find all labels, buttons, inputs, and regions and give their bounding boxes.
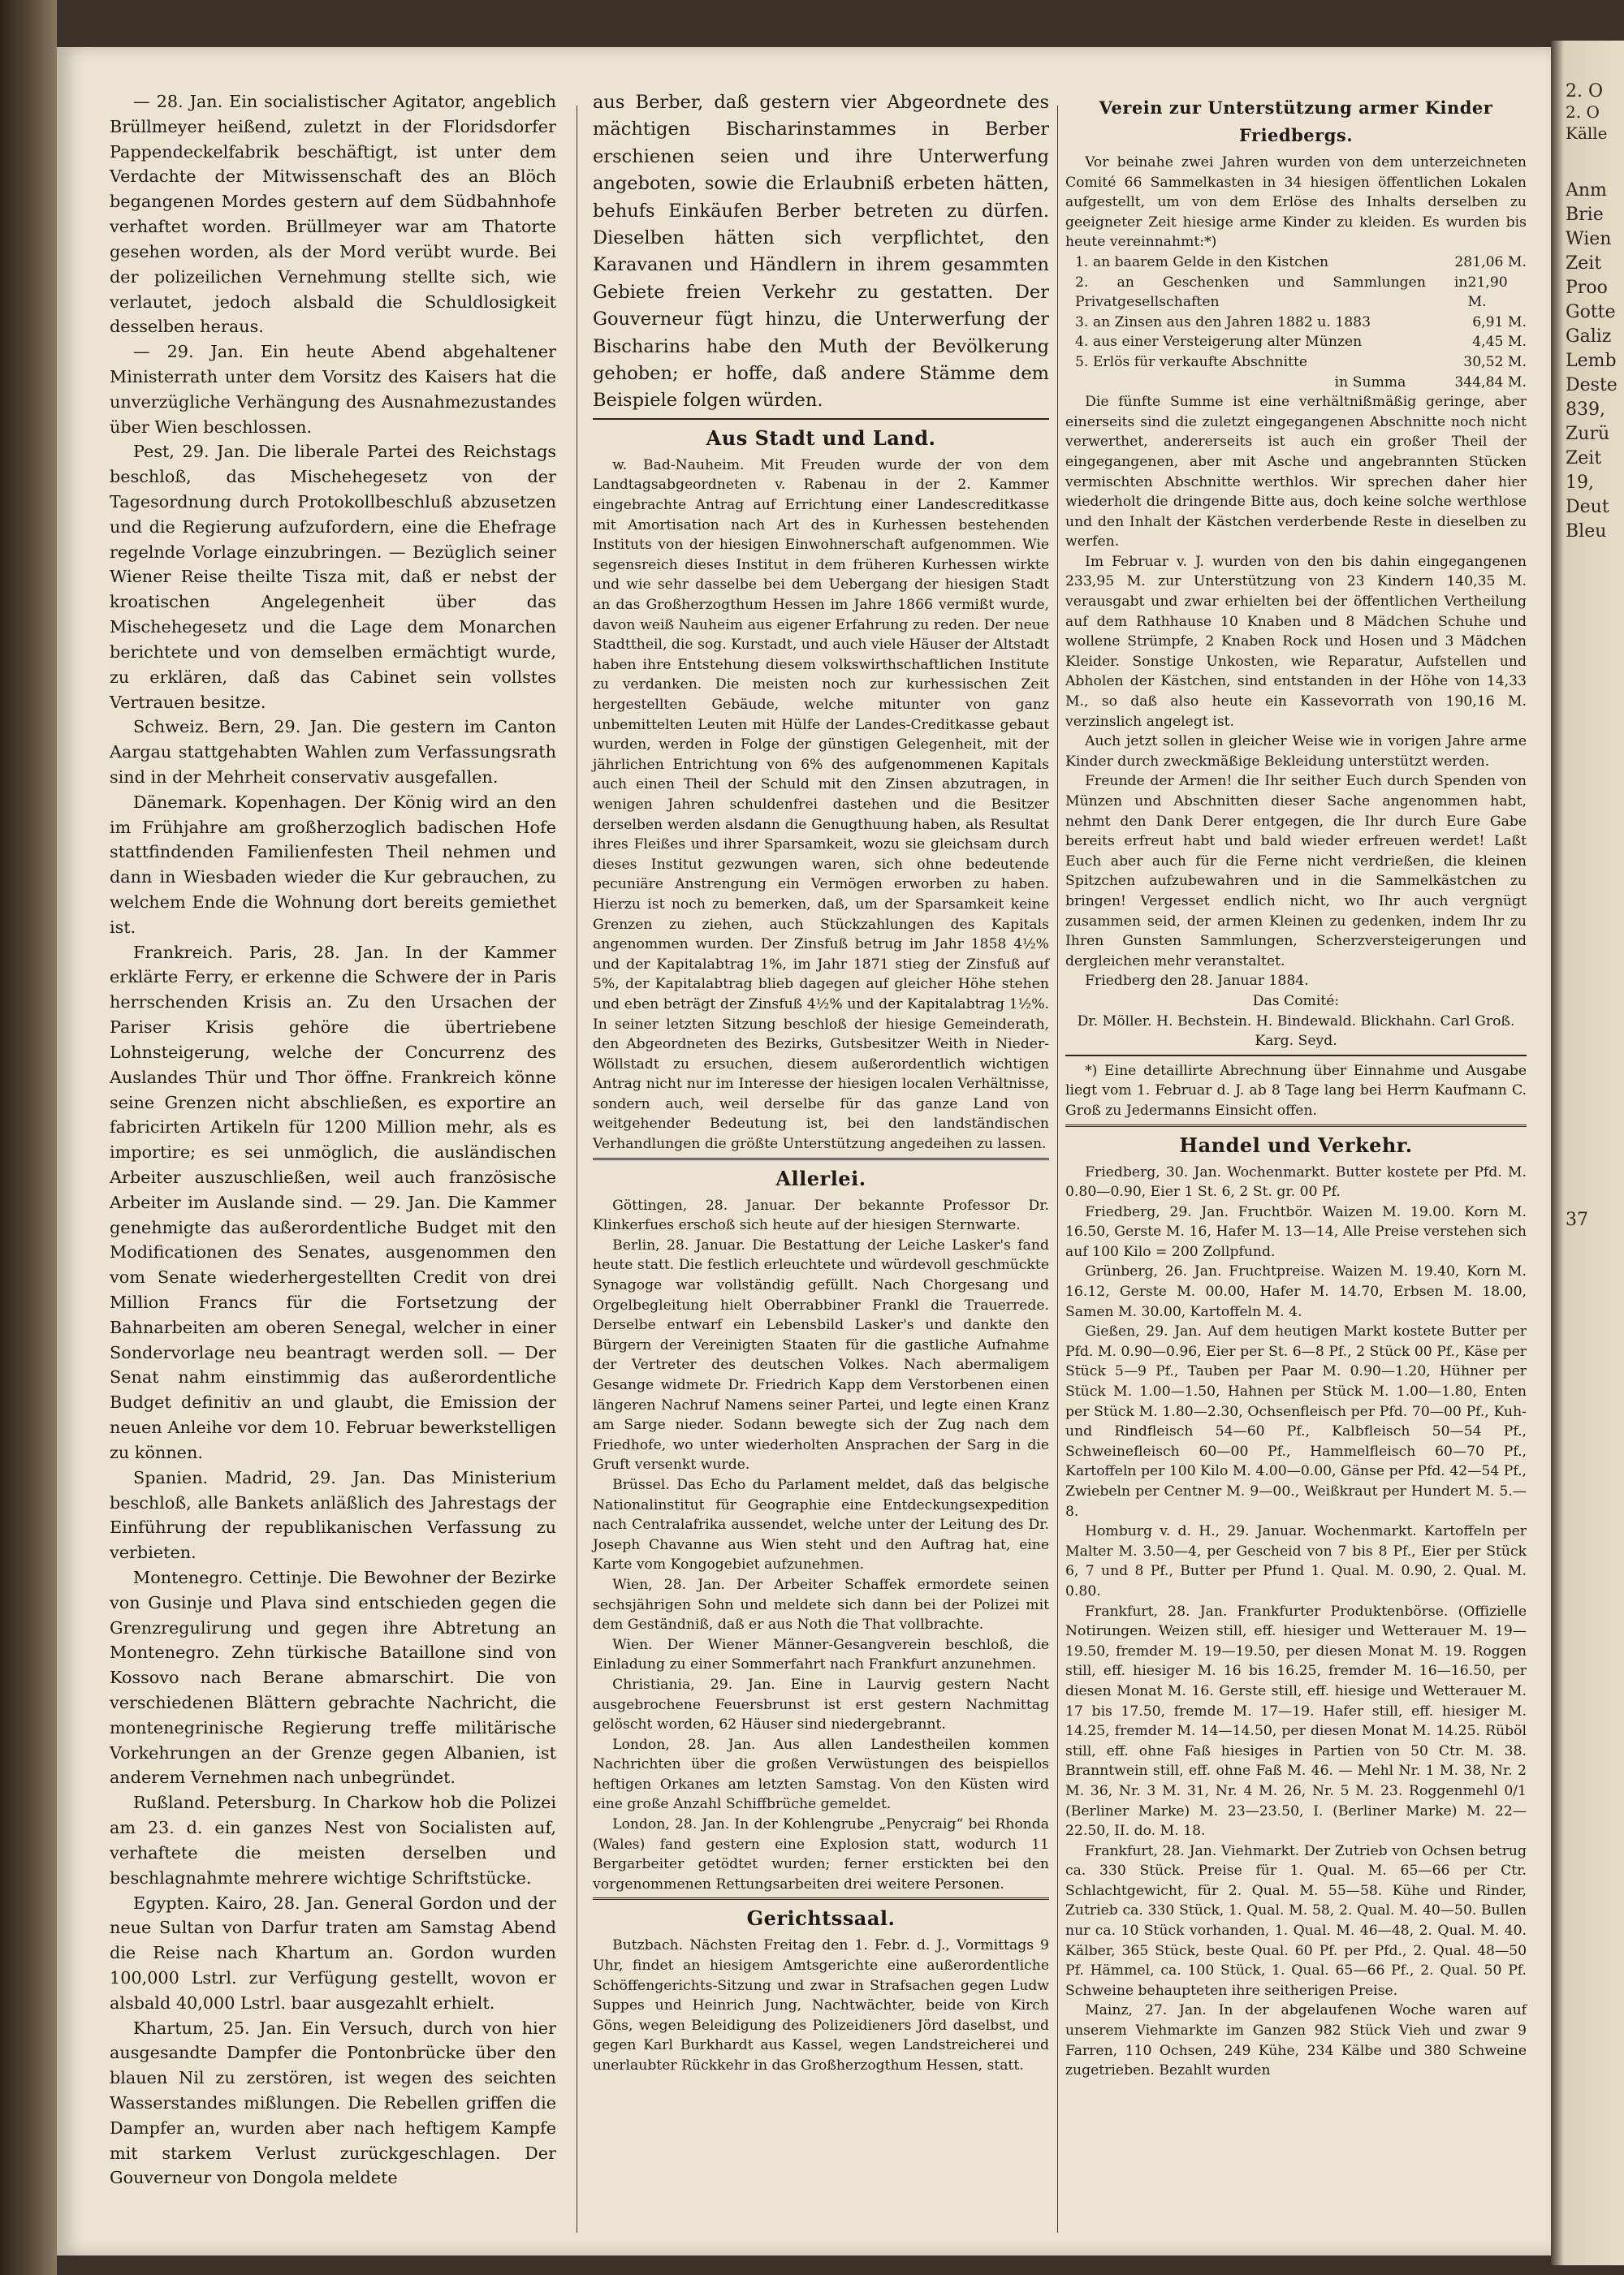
margin-fragment: Zurü [1566,424,1610,444]
market-report: Frankfurt, 28. Jan. Viehmarkt. Der Zutrieb von Ochsen betrug ca. 330 Stück. Preise für 1. Qual. M. 65—66 per Ctr. Schlachtgewicht, für 2. Qual. M. 55—58. Kühe und Rinder, Zutrieb ca. 330 Stück, 1. Qual. M. 58, 2. Qual. M. 40—50. Bullen nur ca. 10 Stück vorhanden, 1. Qual. M. 46—48, 2. Qual. M. 40. Kälber, 365 Stück, beste Qual. 60 Pf. per Pfd., 2. Qual. 48—50 Pf. Hämmel, ca. 100 Stück, 1. Qual. 65—66 Pf., 2. Qual. 50 Pf. Schweine behaupteten ihre seitherigen Preise. [1065,1842,1527,1999]
column-rule [1057,106,1058,2233]
receipt-label: 5. Erlös für verkaufte Abschnitte [1075,353,1308,370]
article-paragraph: Die fünfte Summe ist eine verhältnißmäßig geringe, aber einerseits sind die zuletzt eingegangenen Abschnitte noch nicht verwerthet, andererseits ist auch ein großer Theil der eingegangenen, aber mit Asche und angebrannten Stücken vermischten Abschnitte werthlos. Wir sprechen daher hier wiederholt die dringende Bitte aus, doch keine solche werthlose und den Inhalt der Kästchen verderbende Reste in dieselben zu werfen. [1065,394,1527,550]
margin-fragment: 839, [1566,399,1605,420]
receipt-amount: 4,45 M. [1472,334,1527,351]
receipt-label: 1. an baarem Gelde in den Kistchen [1075,253,1329,270]
receipt-row [1065,332,1527,352]
article-paragraph: Wien, 28. Jan. Der Arbeiter Schaffek ermordete seinen sechsjährigen Sohn und meldete sich dann bei der Polizei mit dem Geständniß, daß er aus Noth die That vollbrachte. [593,1576,1049,1634]
next-page-edge [1551,41,1624,2265]
margin-fragment: Zeit [1566,448,1602,468]
footnote: *) Eine detaillirte Abrechnung über Einnahme und Ausgabe liegt vom 1. Februar d. J. ab 8 Tage lang bei Herrn Kaufmann C. Groß zu Jedermanns Einsicht offen. [1065,1062,1527,1119]
article-paragraph: London, 28. Jan. Aus allen Landestheilen kommen Nachrichten über die großen Verwüstungen des beispiellos heftigen Orkanes am letzten Samstag. Von den Küsten wird eine große Anzahl Schiffbrüche gemeldet. [593,1736,1049,1813]
receipt-total-row [1065,373,1527,393]
article-paragraph: Auch jetzt sollen in gleicher Weise wie in vorigen Jahre arme Kinder durch zweckmäßige Bekleidung unterstützt werden. [1065,733,1527,770]
market-report: Friedberg, 30. Jan. Wochenmarkt. Butter kostete per Pfd. M. 0.80—0.90, Eier 1 St. 6, 2 St. gr. 00 Pf. [1065,1163,1527,1201]
section-divider [1065,1125,1527,1127]
margin-fragment: Galiz [1566,326,1612,347]
margin-fragment: 19, [1566,473,1594,493]
article-paragraph: Egypten. Kairo, 28. Jan. General Gordon und der neue Sultan von Darfur traten am Samstag Abend die Reise nach Khartum an. Gordon wurden 100,000 Lstrl. zur Verfügung gestellt, wovon er alsbald 40,000 Lstrl. baar ausgezahlt erhielt. [110,1893,556,2013]
article-paragraph: Montenegro. Cettinje. Die Bewohner der Bezirke von Gusinje und Plava sind entschieden gegen die Grenzregulirung und gegen ihre Abtretung an Montenegro. Zehn türkische Bataillone sind von Kossovo nach Berane abmarschirt. Die von verschiedenen Blättern gebrachte Nachricht, die montenegrinische Regierung treffe militärische Vorkehrungen an der Grenze gegen Albanien, ist anderem Vernehmen nach unbegründet. [110,1567,556,1788]
receipt-amount: 6,91 M. [1472,313,1527,330]
section-divider [593,1897,1049,1900]
receipt-row [1065,273,1527,313]
column-middle [593,89,1049,2076]
article-paragraph: Brüssel. Das Echo du Parlament meldet, daß das belgische Nationalinstitut für Geographie eine Entdeckungsexpedition nach Centralafrika aussendet, welche unter der Leitung des Dr. Joseph Chavanne aus Wien steht und den Auftrag hat, eine Karte vom Kongogebiet aufzunehmen. [593,1476,1049,1574]
section-title: Allerlei. [775,1166,866,1190]
article-paragraph: Vor beinahe zwei Jahren wurden von dem unterzeichneten Comité 66 Sammelkasten in 34 hiesigen öffentlichen Lokalen aufgestellt, um von dem Erlöse des Inhalts derselben zu geeigneter Zeit hiesige arme Kinder zu kleiden. Es wurden bis heute vereinnahmt:*) [1065,154,1527,251]
article-paragraph: London, 28. Jan. In der Kohlengrube „Penycraig“ bei Rhonda (Wales) fand gestern eine Explosion statt, wodurch 11 Bergarbeiter getödtet wurden; ferner erstickten bei den vorgenommenen Rettungsarbeiten drei weitere Personen. [593,1816,1049,1893]
article-paragraph: Göttingen, 28. Januar. Der bekannte Professor Dr. Klinkerfues erschoß sich heute auf der hiesigen Sternwarte. [593,1197,1049,1234]
market-report: Friedberg, 29. Jan. Fruchtbör. Waizen M. 19.00. Korn M. 16.50, Gerste M. 16, Hafer M. 13—14, Alle Preise verstehen sich auf 100 Kilo = 200 Zollpfund. [1065,1203,1527,1260]
receipts-list [1065,253,1527,392]
article-paragraph: Khartum, 25. Jan. Ein Versuch, durch von hier ausgesandte Dampfer die Pontonbrücke über den blauen Nil zu zerstören, ist wegen des seichten Wasserstandes mißlungen. Die Rebellen griffen die Dampfer an, wurden aber nach heftigem Kampfe mit starkem Verlust zurückgeschlagen. Der Gouverneur von Dongola meldete [110,2018,556,2188]
margin-fragment: Zeit [1566,253,1602,274]
receipt-label: 2. an Geschenken und Sammlungen in Privatgesellschaften [1075,274,1468,311]
column-left [110,89,556,2191]
total-label: in Summa [1334,373,1406,391]
margin-fragment: Lemb [1566,351,1617,371]
receipt-row [1065,313,1527,333]
article-paragraph: w. Bad-Nauheim. Mit Freuden wurde der von dem Landtagsabgeordneten v. Rabenau in der 2. Kammer eingebrachte Antrag auf Errichtung einer Landescreditkasse mit Amortisation nach Art des in Kurhessen bestehenden Instituts von der hiesigen Einwohnerschaft aufgenommen. Wie segensreich dieses Institut in dem früheren Kurhessen wirkte und wie sehr dasselbe bei dem Uebergang der hiesigen Stadt an das Großherzogthum Hessen im Jahre 1866 vermißt wurde, davon weiß Nauheim aus eigener Erfahrung zu reden. Der neue Stadttheil, die sog. Kurstadt, und auch viele Häuser der Altstadt haben ihre Entstehung diesem volkswirthschaftlichen Institute zu verdanken. Die meisten noch zur kurhessischen Zeit hergestellten Gebäude, welche mitunter von ganz unbemittelten Leuten mit Hülfe der Landes-Creditkasse gebaut wurden, werden in Folge der günstigen Gelegenheit, mit der jährlichen Entrichtung von 6% des aufgenommenen Kapitals auch einen Theil der Schuld mit den Zinsen abzutragen, in wenigen Jahren schuldenfrei dastehen und die Besitzer derselben werden alsdann die Genugthuung haben, als Resultat ihres Fleißes und ihrer Sparsamkeit, wozu sie gleichsam durch dieses Institut gezwungen waren, sich ohne bedeutende pecuniäre Anstrengung ein Vermögen erworben zu haben. Hierzu ist noch zu bemerken, daß, um der Sparsamkeit keine Grenzen zu ziehen, auch Stückzahlungen des Kapitals angenommen wurden. Der Zinsfuß betrug im Jahr 1858 4½% und der Kapitalabtrag 1%, im Jahr 1871 stieg der Zinsfuß auf 5%, der Kapitalabtrag blieb dagegen auf gleicher Höhe stehen und eben beträgt der Zinsfuß 4½% und der Kapitalabtrag 1½%. In seiner letzten Sitzung beschloß der hiesige Gemeinderath, den Abgeordneten des Bezirks, Gutsbesitzer Weith in Nieder-Wöllstadt zu ersuchen, diesem außerordentlich wichtigen Antrag nicht nur im Interesse der hiesigen localen Verhältnisse, sondern auch, weil derselbe für das ganze Land von weitgehender Bedeutung ist, bei den landständischen Verhandlungen die größte Unterstützung angedeihen zu lassen. [593,456,1049,1153]
margin-fragment: Brie [1566,205,1604,225]
receipt-label: 3. an Zinsen aus den Jahren 1882 u. 1883 [1075,313,1371,330]
article-paragraph: Wien. Der Wiener Männer-Gesangverein beschloß, die Einladung zu einer Sommerfahrt nach Frankfurt anzunehmen. [593,1636,1049,1673]
receipt-amount: 30,52 M. [1463,353,1527,370]
receipt-amount: 21,90 M. [1467,274,1508,311]
article-paragraph: — 29. Jan. Ein heute Abend abgehaltener Ministerrath unter dem Vorsitz des Kaisers hat die unverzügliche Verhängung des Ausnahmezustandes über Wien beschlossen. [110,342,556,437]
market-report: Homburg v. d. H., 29. Januar. Wochenmarkt. Kartoffeln per Malter M. 3.50—4, per Gescheid von 7 bis 8 Pf., Eier per Stück 6, 7 und 8 Pf., Butter per Pfund 1. Qual. M. 0.90, 2. Qual. M. 0.80. [1065,1523,1527,1599]
article-paragraph: Im Februar v. J. wurden von den bis dahin eingegangenen 233,95 M. zur Unterstützung von 23 Kindern 140,35 M. verausgabt und zwar erhielten bei der öffentlichen Vertheilung auf dem Rathhause 10 Knaben und 8 Mädchen Schuhe und wollene Strümpfe, 2 Knaben Rock und Hosen und 3 Mädchen Kleider. Sonstige Unkosten, wie Reparatur, Aufstellen und Abholen der Kästchen, sind entstanden in der Höhe von 14,33 M., so daß also heute ein Kassevorrath von 190,16 M. verzinslich angelegt ist. [1065,553,1527,730]
committee-names: Dr. Möller. H. Bechstein. H. Bindewald. Blickhahn. Carl Groß. Karg. Seyd. [1077,1012,1515,1050]
receipt-row [1065,352,1527,373]
article-paragraph: Butzbach. Nächsten Freitag den 1. Febr. d. J., Vormittags 9 Uhr, findet an hiesigem Amtsgerichte eine außerordentliche Schöffengerichts-Sitzung und zwar in Strafsachen gegen Ludw Suppes und Heinrich Jung, Nachtwächter, beide von Kirch Göns, wegen Beleidigung des Polizeidieners Jörd daselbst, und gegen Karl Burkhardt aus Kassel, wegen Landstreicherei und unerlaubter Rückkehr in das Großherzogthum Hessen, statt. [593,1937,1049,2074]
margin-fragment: 2. O [1566,102,1600,122]
total-amount: 344,84 M. [1454,373,1527,391]
market-report: Grünberg, 26. Jan. Fruchtpreise. Waizen M. 19.40, Korn M. 16.12, Gerste M. 00.00, Hafer M. 14.70, Erbsen M. 18.00, Samen M. 30.00, Kartoffeln M. 4. [1065,1263,1527,1320]
margin-fragment: Proo [1566,278,1608,298]
margin-fragment: Anm [1566,180,1607,201]
margin-fragment: 37 [1566,1210,1588,1230]
article-paragraph: Berlin, 28. Januar. Die Bestattung der Leiche Lasker's fand heute statt. Die festlich erleuchtete und würdevoll geschmückte Synagoge war vollständig gefüllt. Nach Chorgesang und Orgelbegleitung hielt Oberrabbiner Frankl die Trauerrede. Derselbe entwarf ein Lebensbild Lasker's und dankte den Bürgern der Vereinigten Staaten für die gastliche Aufnahme der Vertreter des deutschen Volkes. Nach abermaligem Gesange widmete Dr. Friedrich Kapp dem Verstorbenen einen längeren Nachruf Namens seiner Partei, und legte einen Kranz am Sarge nieder. Sodann bewegte sich der Zug nach dem Friedhofe, wo unter wiederholten Ansprachen der Sarg in die Gruft versenkt wurde. [593,1237,1049,1474]
section-title: Aus Stadt und Land. [706,425,936,450]
section-title: Handel und Verkehr. [1179,1133,1413,1157]
margin-fragment-list [1566,179,1618,544]
article-paragraph: aus Berber, daß gestern vier Abgeordnete des mächtigen Bischarinstammes in Berber erschienen seien und ihre Unterwerfung angeboten, sowie die Erlaubniß erbeten hätten, behufs Einkäufen Berber betreten zu dürfen. Dieselben hätten sich verpflichtet, den Karavanen und Händlern in ihrem gesammten Gebiete freien Verkehr zu gestatten. Der Gouverneur fügt hinzu, die Unterwerfung der Bischarins habe den Muth der Bevölkerung gehoben; er hoffe, daß andere Stämme dem Beispiele folgen würden. [593,92,1049,412]
section-title: Gerichtssaal. [746,1906,896,1931]
section-divider [593,418,1049,420]
margin-fragment: Gotte [1566,302,1616,322]
column-right [1065,89,1527,2081]
margin-fragment: Deut [1566,497,1609,517]
article-paragraph: Schweiz. Bern, 29. Jan. Die gestern im Canton Aargau stattgehabten Wahlen zum Verfassungsrath sind in der Mehrheit conservativ ausgefallen. [110,717,556,787]
article-paragraph: Spanien. Madrid, 29. Jan. Das Ministerium beschloß, alle Bankets anläßlich des Jahrestags der Einführung der republikanischen Verfassung zu verbieten. [110,1467,556,1563]
article-paragraph: Pest, 29. Jan. Die liberale Partei des Reichstags beschloß, das Mischehegesetz von der Tagesordnung durch Protokollbeschluß abzusetzen und die Regierung aufzufordern, eine die Ehefrage regelnde Vorlage einzubringen. — Bezüglich seiner Wiener Reise theilte Tisza mit, daß er nebst der kroatischen Angelegenheit über das Mischehegesetz und die Lage dem Monarchen berichtete und von demselben ermächtigt wurde, zu erklären, daß das Cabinet sein vollstes Vertrauen besitze. [110,442,556,712]
article-paragraph: Christiania, 29. Jan. Eine in Laurvig gestern Nacht ausgebrochene Feuersbrunst ist erst gestern Nachmittag gelöscht worden, 62 Häuser sind niedergebrannt. [593,1676,1049,1733]
market-report: Frankfurt, 28. Jan. Frankfurter Produktenbörse. (Offizielle Notirungen. Weizen still, eff. hiesiger und Wetterauer M. 19—19.50, fremder M. 19—19.50, per diesen Monat M. 19. Roggen still, eff. hiesiger M. 16 bis 16.25, fremder M. 16—16.50, per diesen Monat M. 16. Gerste still, eff. hiesige und Wetterauer M. 17 bis 17.50, fremde M. 17—19. Hafer still, eff. hiesiger M. 14.25, fremder M. 14—14.50, per diesen Monat M. 14.25. Rüböl still, eff. ohne Faß hiesiges in Partien von 50 Ctr. M. 38. Branntwein still, eff. ohne Faß M. 46. — Mehl Nr. 1 M. 38, Nr. 2 M. 36, Nr. 3 M. 31, Nr. 4 M. 26, Nr. 5 M. 23. Roggenmehl 0/1 (Berliner Marke) M. 23—23.50, I. (Berliner Marke) M. 22—22.50, II. do. M. 18. [1065,1603,1527,1840]
article-paragraph: Freunde der Armen! die Ihr seither Euch durch Spenden von Münzen und Abschnitten dieser Sache angenommen habt, nehmt den Dank Derer entgegen, die Ihr durch Eure Gabe bereits erfreut habt und bald wieder erfreuen werdet! Laßt Euch aber auch für die Ferne nicht verdrießen, die kleinen Spitzchen aufzubewahren und in die Sammelkästchen zu bringen! Vergesset endlich nicht, wo Ihr auch vergnügt zusammen seid, der armen Kleinen zu gedenken, indem Ihr zu Ihren Gunsten Sammlungen, Scherzversteigerungen und dergleichen mehr veranstaltet. [1065,773,1527,969]
article-paragraph: — 28. Jan. Ein socialistischer Agitator, angeblich Brüllmeyer heißend, zuletzt in der Floridsdorfer Pappendeckelfabrik beschäftigt, ist unter dem Verdachte der Mitwissenschaft des an Blöch begangenen Mordes gestern auf dem Südbahnhofe verhaftet worden. Brüllmeyer war am Thatorte gesehen worden, als der Mord verübt wurde. Bei der polizeilichen Vernehmung stellte sich, wie verlautet, jedoch alsbald die Schuldlosigkeit desselben heraus. [110,92,556,337]
section-title: Verein zur Unterstützung armer Kinder Friedbergs. [1099,97,1493,145]
market-report: Gießen, 29. Jan. Auf dem heutigen Markt kostete Butter per Pfd. M. 0.90—0.96, Eier per St. 6—8 Pf., 2 Stück 00 Pf., Käse per Stück 5—9 Pf., Tauben per Paar M. 0.90—1.20, Hühner per Stück M. 1.00—1.50, Hahnen per Stück M. 1.00—1.80, Enten per Stück M. 1.80—2.30, Ochsenfleisch per Pfd. 70—00 Pf., Kuh- und Rindfleisch 54—60 Pf., Kalbfleisch 50—54 Pf., Schweinefleisch 60—00 Pf., Hammelfleisch 60—70 Pf., Kartoffeln per 100 Kilo M. 4.00—0.00, Gänse per Pfd. 42—54 Pf., Zwiebeln per Centner M. 9—00., Weißkraut per Hundert M. 5.—8. [1065,1323,1527,1520]
market-report: Mainz, 27. Jan. In der abgelaufenen Woche waren auf unserem Viehmarkte im Ganzen 982 Stück Vieh und zwar 9 Farren, 110 Ochsen, 249 Kühe, 234 Kälbe und 380 Schweine zugetrieben. Bezahlt wurden [1065,2002,1527,2079]
receipt-row [1065,253,1527,273]
margin-fragment: Källe [1566,123,1608,143]
footnote-divider [1065,1055,1527,1056]
dateline: Friedberg den 28. Januar 1884. [1085,973,1309,990]
margin-fragment: 2. O [1566,81,1604,101]
section-divider [593,1158,1049,1160]
margin-fragment: Wien [1566,229,1612,249]
article-paragraph: Rußland. Petersburg. In Charkow hob die Polizei am 23. d. ein ganzes Nest von Socialisten auf, verhaftete die meisten derselben und beschlagnahmte mehrere wichtige Schriftstücke. [110,1793,556,1888]
margin-fragment: Deste [1566,375,1618,395]
book-edge-left [0,0,57,2275]
receipt-label: 4. aus einer Versteigerung alter Münzen [1075,334,1363,351]
article-paragraph: Dänemark. Kopenhagen. Der König wird an den im Frühjahre am großherzoglich badischen Hofe stattfindenden Familienfesten Theil nehmen und dann in Wiesbaden wieder die Kur gebrauchen, zu welchem Ende die Wohnung dort bereits gemiethet ist. [110,792,556,937]
article-paragraph: Frankreich. Paris, 28. Jan. In der Kammer erklärte Ferry, er erkenne die Schwere der in Paris herrschenden Krisis an. Zu den Ursachen der Pariser Krisis gehöre die übertriebene Lohnsteigerung, welche der Concurrenz des Auslandes Thür und Thor öffne. Frankreich könne seine Grenzen nicht abschließen, es exportire an fabricirten Artikeln für 1200 Million mehr, als es importire; es sei unmöglich, die ausländischen Arbeiter auszuschließen, weil auch französische Arbeiter im Auslande sind. — 29. Jan. Die Kammer genehmigte das außerordentliche Budget mit den Modificationen des Senates, ausgenommen den vom Senate wiederhergestellten Credit von drei Million Francs für die Fortsetzung der Bahnarbeiten am oberen Senegal, welcher in einer Sondervorlage neu beantragt werden soll. — Der Senat nahm einstimmig das außerordentliche Budget definitiv an und glaubt, die Emission der neuen Anleihe vor dem 10. Februar bewerkstelligen zu können. [110,942,556,1462]
margin-fragment: Bleu [1566,521,1607,542]
receipt-amount: 281,06 M. [1454,253,1527,270]
committee-label: Das Comité: [1252,992,1340,1009]
